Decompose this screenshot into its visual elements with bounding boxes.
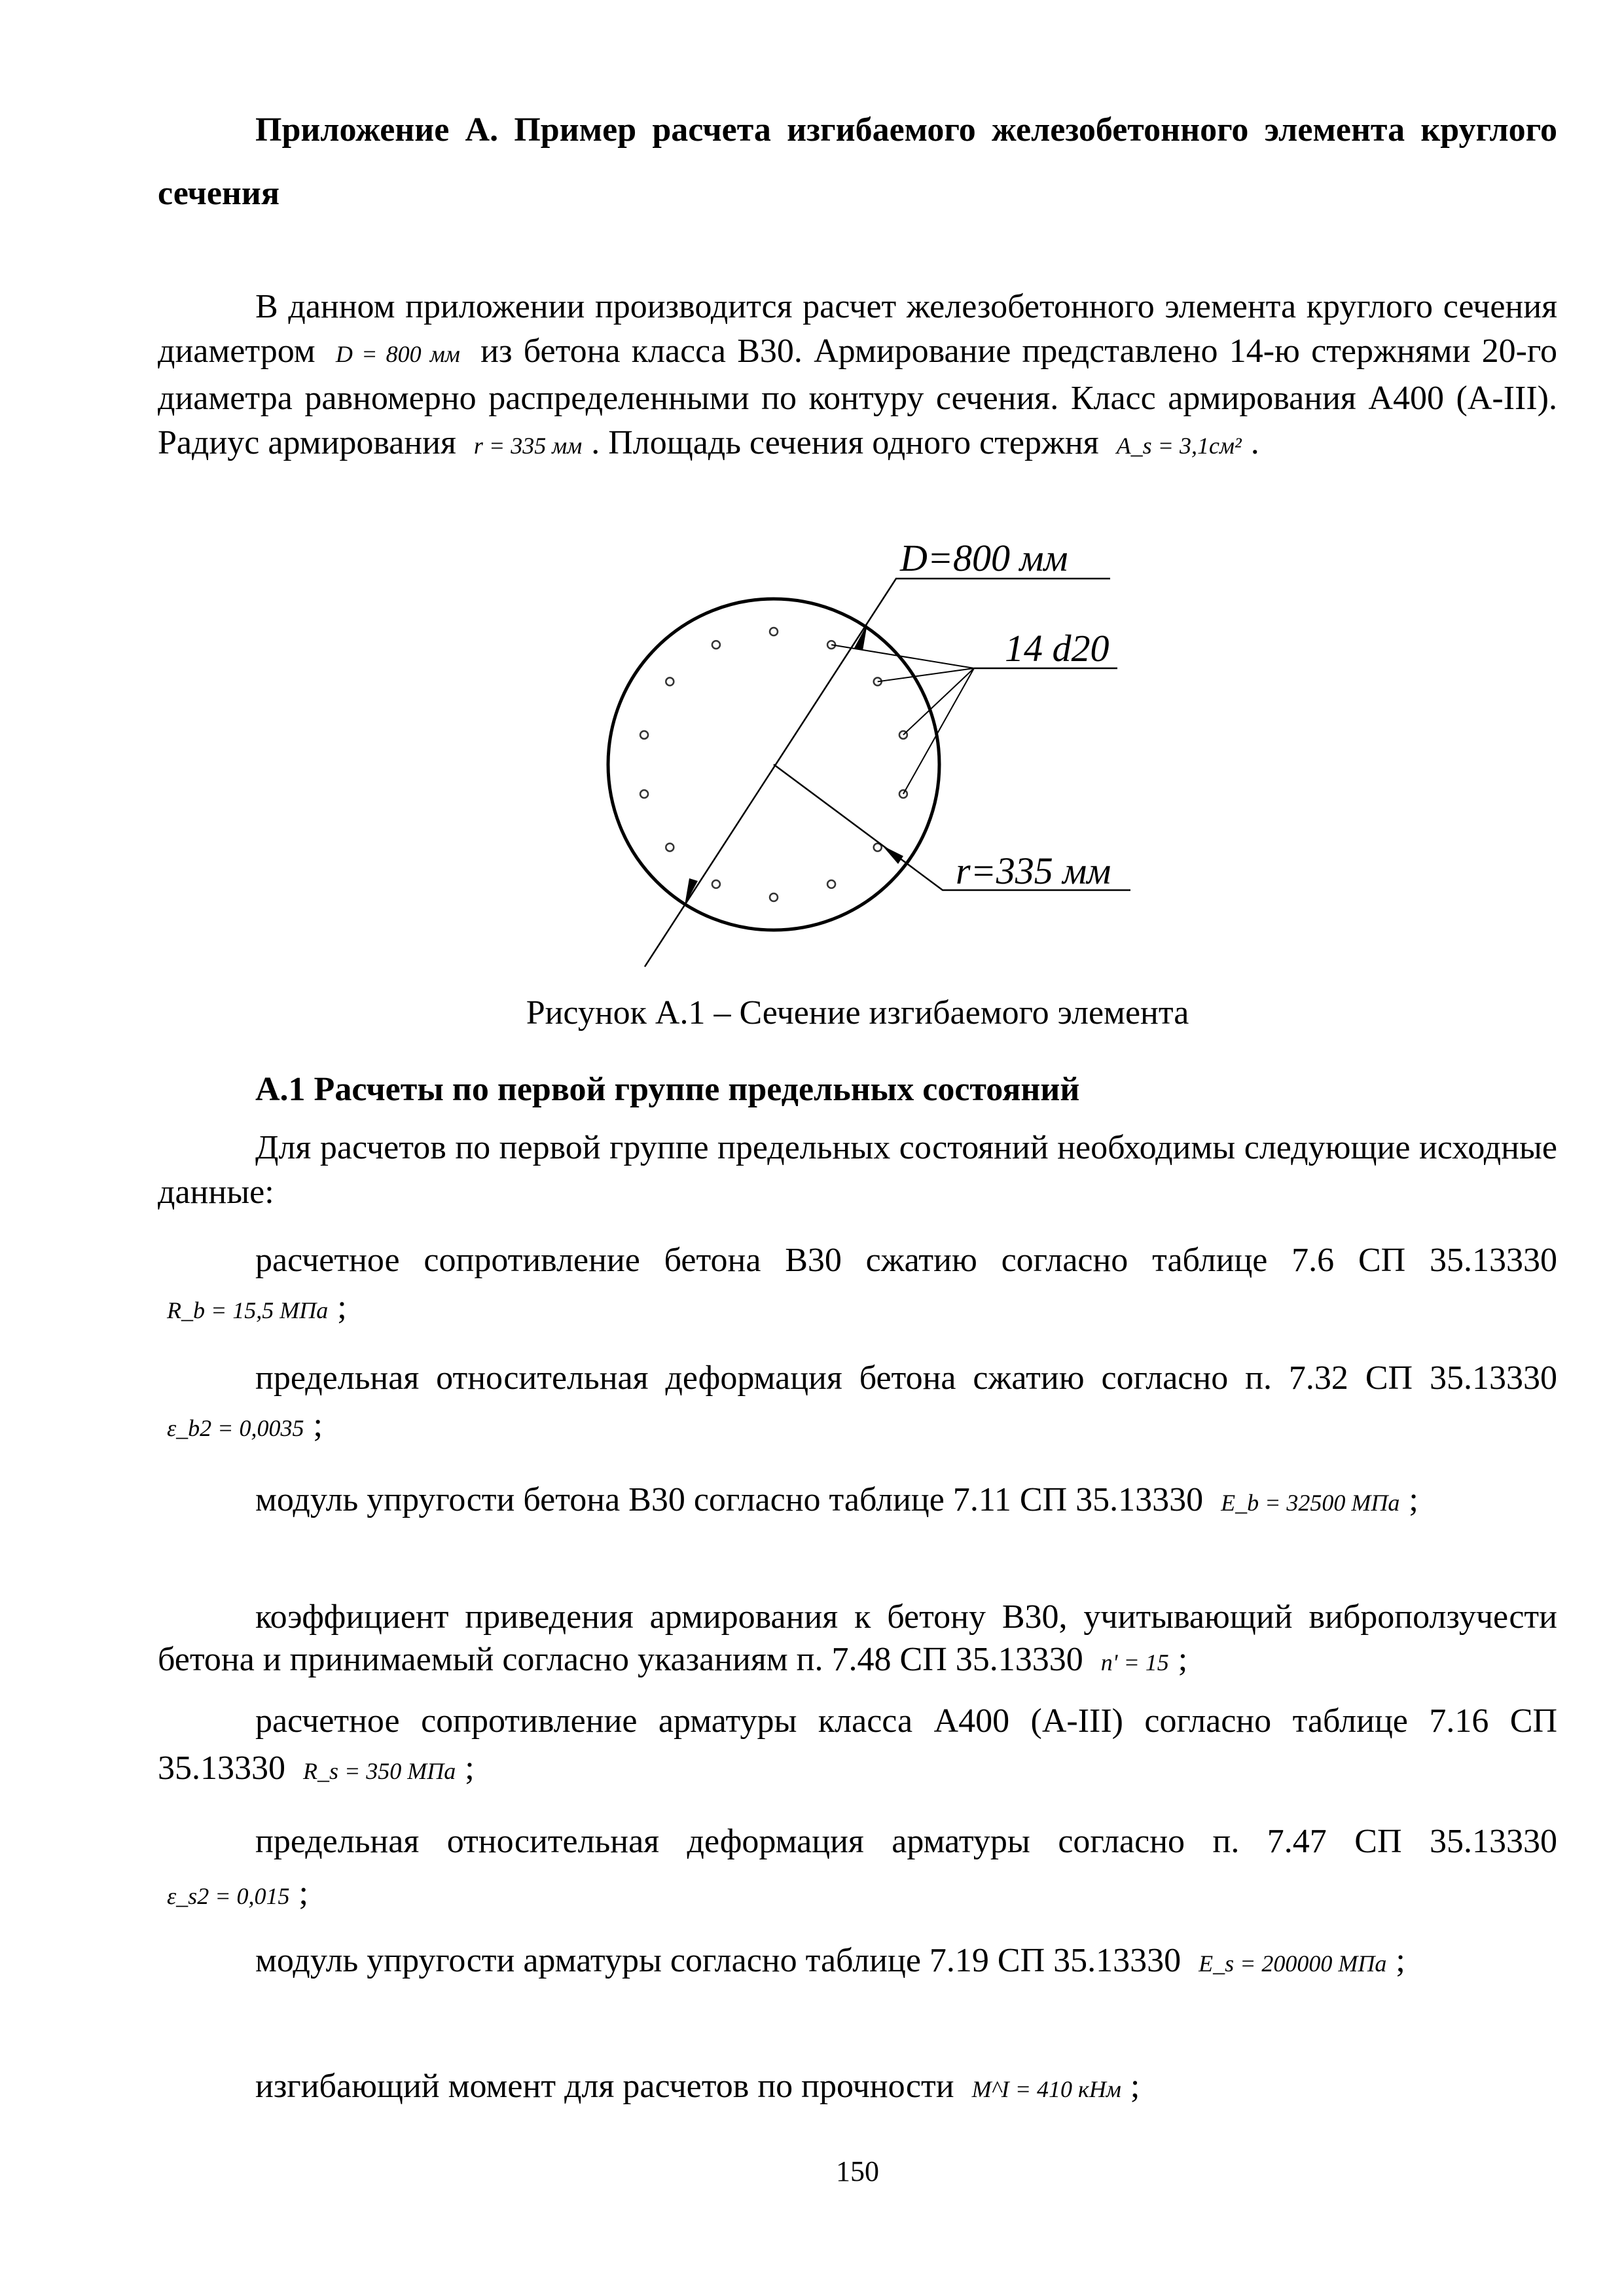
item-text: предельная относительная деформация бетона сжатию согласно п. 7.32 СП 35.13330 [255,1359,1557,1397]
input-data-item [158,1473,1557,1530]
item-text: расчетное сопротивление арматуры класса А400 (А-III) согласно таблице 7.16 СП 35.13330 [158,1702,1557,1787]
formula-diameter: D = 800 мм [335,341,460,367]
rebar [640,790,648,798]
text: из бетона класса В30. Армирование представлено 14-ю стержнями 20-го диаметра равномерно распределенными по контуру сечения. Класс армирования А400 (А-III). Радиус армирования [158,332,1558,461]
input-data-item [158,1816,1557,1922]
input-data-item [158,1237,1557,1334]
rebar [827,880,835,888]
section-heading: А.1 Расчеты по первой группе предельных состояний [255,1071,1080,1108]
rebar [666,844,674,852]
appendix-title: Приложение А. Пример расчета изгибаемого железобетонного элемента круглого сечения [158,111,1557,212]
item-formula: n' = 15 [1100,1649,1169,1676]
item-text: расчетное сопротивление бетона В30 сжатию согласно таблице 7.6 СП 35.13330 [255,1242,1557,1279]
arrow-icon [854,624,867,651]
input-data-item [158,1596,1557,1684]
item-text: модуль упругости арматуры согласно таблице 7.19 СП 35.13330 [255,1942,1182,1979]
item-formula: E_s = 200000 МПа [1199,1950,1387,1977]
leader-line [831,645,974,668]
input-data-item [158,1698,1557,1795]
text: . [1250,424,1259,461]
item-text: модуль упругости бетона В30 согласно таблице 7.11 СП 35.13330 [255,1481,1204,1518]
label-bars: 14 d20 [1005,627,1110,670]
item-end: ; [1409,1481,1418,1518]
bars-leader-lines [831,645,974,794]
page-number: 150 [836,2155,879,2187]
item-formula: M^I = 410 кНм [971,2076,1121,2102]
figure-caption: Рисунок А.1 – Сечение изгибаемого элемента [526,994,1189,1031]
input-data-item [158,1355,1557,1452]
item-end: ; [337,1289,347,1326]
input-data-item [158,2063,1557,2113]
item-end: ; [1130,2068,1140,2105]
item-text: предельная относительная деформация арматуры согласно п. 7.47 СП 35.13330 [255,1823,1557,1860]
rebar [770,893,778,901]
formula-area: A_s = 3,1см² [1116,433,1242,459]
text: В данном приложении производится расчет железобетонного элемента круглого сечения диаметром [158,288,1557,370]
text: . Площадь сечения одного стержня [591,424,1099,461]
cross-section-figure [0,0,1624,995]
item-formula: R_b = 15,5 МПа [167,1297,329,1323]
formula-radius: r = 335 мм [473,433,583,459]
item-text: коэффициент приведения армирования к бетону В30, учитывающий виброползучести бетона и принимаемый согласно указаниям п. 7.48 СП 35.13330 [158,1598,1557,1678]
item-formula: E_b = 32500 МПа [1221,1490,1400,1516]
rebar [640,731,648,739]
item-end: ; [298,1874,308,1912]
item-formula: ε_s2 = 0,015 [167,1883,290,1909]
section-intro: Для расчетов по первой группе предельных состояний необходимы следующие исходные данные: [158,1129,1557,1211]
label-diameter: D=800 мм [900,537,1068,579]
rebar [666,677,674,685]
item-end: ; [1396,1942,1405,1979]
rebar [712,641,720,649]
rebar [712,880,720,888]
arrow-icon [882,846,903,864]
label-radius: r=335 мм [956,850,1111,892]
item-end: ; [313,1407,323,1444]
item-formula: R_s = 350 МПа [303,1758,456,1784]
leader-line [878,668,974,681]
input-data-item [158,1933,1557,1991]
rebar [770,628,778,636]
item-text: изгибающий момент для расчетов по прочности [255,2068,954,2105]
item-end: ; [465,1749,475,1787]
item-formula: ε_b2 = 0,0035 [167,1415,304,1441]
arrow-icon [685,878,698,905]
item-end: ; [1178,1641,1188,1678]
